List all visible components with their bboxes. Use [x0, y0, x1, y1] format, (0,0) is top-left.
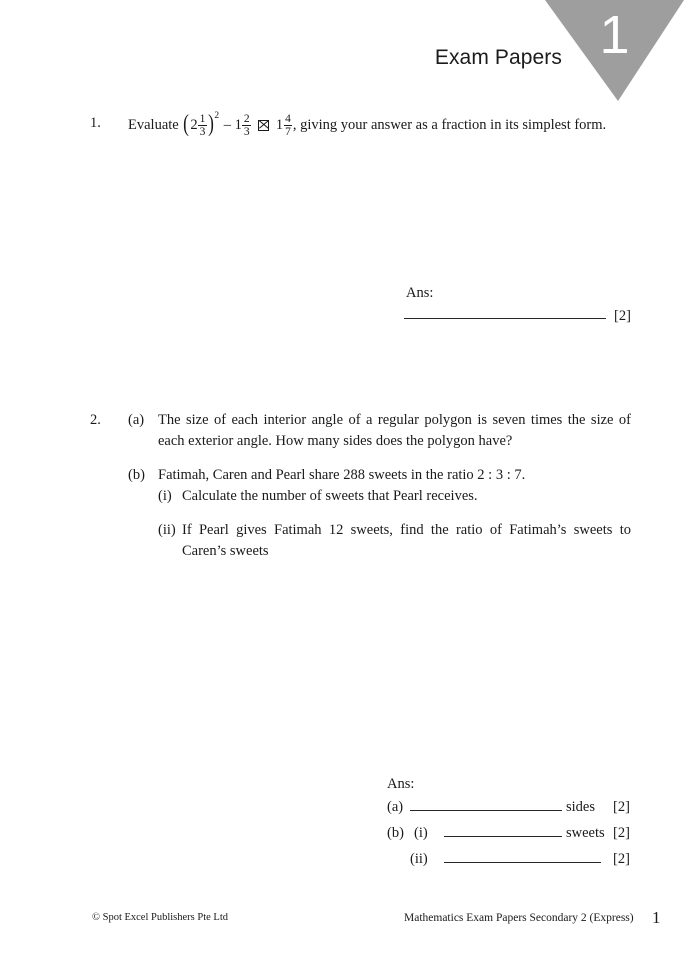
answer-row-sublabel: (ii) — [410, 851, 428, 867]
question-1-text-before-math: Evaluate — [128, 116, 179, 133]
answer-row-label: (a) — [387, 799, 404, 815]
page-header — [0, 0, 700, 110]
answer-line[interactable] — [444, 836, 562, 837]
math-open-paren: ( — [183, 111, 190, 138]
footer-page-number: 1 — [652, 908, 661, 927]
answer-marks: [2] — [613, 825, 630, 841]
math-term3-fraction — [284, 113, 293, 138]
answer-line[interactable] — [444, 862, 601, 863]
answer-caption: Ans: — [406, 285, 434, 301]
question-2-part-b-i-text: Calculate the number of sweets that Pearl receives. — [182, 488, 478, 504]
question-2-number: 2. — [90, 412, 101, 428]
answer-row-sublabel: (i) — [414, 825, 428, 841]
question-2-part-b-i-label: (i) — [158, 488, 172, 504]
question-1-expression — [179, 110, 293, 138]
footer-book-title: Mathematics Exam Papers Secondary 2 (Express) — [404, 912, 634, 924]
math-term2-whole: 1 — [234, 116, 242, 133]
math-term2-mixed-number — [235, 113, 252, 138]
question-2-part-a-label: (a) — [128, 412, 145, 428]
question-2-part-b-label: (b) — [128, 467, 145, 483]
page-footer — [0, 908, 700, 936]
question-2-part-b-text: Fatimah, Caren and Pearl share 288 sweets in the ratio 2 : 3 : 7. — [158, 467, 526, 483]
math-term2-numerator: 2 — [243, 112, 250, 125]
answer-line[interactable] — [410, 810, 562, 811]
math-term3-denominator: 7 — [285, 125, 291, 138]
math-base-denominator: 3 — [199, 125, 206, 138]
answer-marks: [2] — [613, 799, 630, 815]
chapter-number: 1 — [599, 5, 630, 65]
math-term2-denominator: 3 — [243, 125, 250, 138]
question-2-part-a-text: The size of each interior angle of a regular polygon is seven times the size of each exterior angle. How many sides does the polygon have? — [158, 412, 631, 450]
question-1-text — [128, 110, 631, 138]
footer-copyright: © Spot Excel Publishers Pte Ltd — [92, 912, 229, 923]
question-2-part-b-ii-text: If Pearl gives Fatimah 12 sweets, find the ratio of Fatimah’s sweets to Caren’s sweets — [182, 522, 631, 560]
math-base-fraction — [198, 113, 207, 138]
page-title: Exam Papers — [434, 46, 562, 69]
math-term2-fraction — [242, 113, 251, 138]
missing-glyph-box-icon — [258, 120, 269, 131]
answer-line[interactable] — [404, 318, 606, 319]
answer-unit: sweets — [566, 825, 605, 841]
question-2 — [0, 410, 700, 560]
math-base-numerator: 1 — [199, 112, 206, 125]
math-base-mixed-number — [190, 113, 207, 138]
question-1-number: 1. — [90, 115, 101, 131]
answer-unit: sides — [566, 799, 595, 815]
answer-marks: [2] — [614, 308, 631, 324]
answer-row-label: (b) — [387, 825, 404, 841]
math-term3-whole: 1 — [275, 116, 284, 133]
math-minus-operator: – — [223, 116, 231, 133]
question-2-part-b-ii-label: (ii) — [158, 522, 176, 538]
question-1-text-after-math: , giving your answer as a fraction in its simplest form. — [292, 116, 607, 133]
math-exponent: 2 — [214, 110, 220, 121]
math-term3-numerator: 4 — [285, 112, 291, 125]
answer-marks: [2] — [613, 851, 630, 867]
math-base-whole: 2 — [190, 116, 198, 133]
answer-caption: Ans: — [387, 776, 415, 792]
math-term3-mixed-number — [276, 113, 293, 138]
math-close-paren: ) — [208, 111, 215, 138]
